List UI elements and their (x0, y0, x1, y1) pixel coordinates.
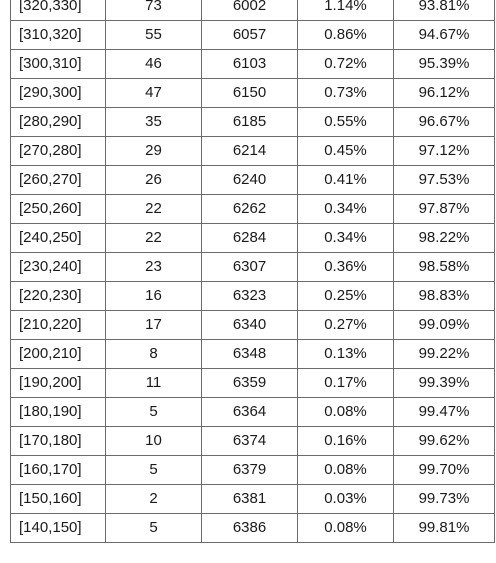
cumulative-count-cell: 6364 (202, 398, 298, 427)
score-range-cell: [320,330] (11, 0, 106, 21)
score-range-cell: [140,150] (11, 514, 106, 543)
table-row (11, 50, 495, 79)
percent-cell: 0.34% (298, 195, 394, 224)
count-cell: 5 (106, 514, 202, 543)
cumulative-percent-cell: 98.22% (394, 224, 495, 253)
score-range-cell: [260,270] (11, 166, 106, 195)
score-range-cell: [290,300] (11, 79, 106, 108)
count-cell: 73 (106, 0, 202, 21)
table-row (11, 253, 495, 282)
table-row (11, 21, 495, 50)
cumulative-count-cell: 6284 (202, 224, 298, 253)
table-row (11, 0, 495, 21)
cumulative-percent-cell: 94.67% (394, 21, 495, 50)
count-cell: 5 (106, 456, 202, 485)
cumulative-percent-cell: 98.83% (394, 282, 495, 311)
cumulative-count-cell: 6185 (202, 108, 298, 137)
cumulative-percent-cell: 95.39% (394, 50, 495, 79)
count-cell: 2 (106, 485, 202, 514)
table-row (11, 108, 495, 137)
score-range-cell: [210,220] (11, 311, 106, 340)
percent-cell: 0.03% (298, 485, 394, 514)
count-cell: 17 (106, 311, 202, 340)
count-cell: 29 (106, 137, 202, 166)
count-cell: 11 (106, 369, 202, 398)
table-row (11, 137, 495, 166)
table-row (11, 224, 495, 253)
score-range-cell: [240,250] (11, 224, 106, 253)
cumulative-count-cell: 6359 (202, 369, 298, 398)
cumulative-count-cell: 6323 (202, 282, 298, 311)
data-table (10, 0, 495, 543)
count-cell: 23 (106, 253, 202, 282)
table-row (11, 514, 495, 543)
percent-cell: 0.72% (298, 50, 394, 79)
count-cell: 22 (106, 195, 202, 224)
cumulative-percent-cell: 99.70% (394, 456, 495, 485)
percent-cell: 0.36% (298, 253, 394, 282)
percent-cell: 0.16% (298, 427, 394, 456)
score-range-cell: [220,230] (11, 282, 106, 311)
cumulative-count-cell: 6340 (202, 311, 298, 340)
count-cell: 26 (106, 166, 202, 195)
cumulative-percent-cell: 99.39% (394, 369, 495, 398)
cumulative-count-cell: 6057 (202, 21, 298, 50)
count-cell: 35 (106, 108, 202, 137)
table-row (11, 427, 495, 456)
cumulative-count-cell: 6002 (202, 0, 298, 21)
score-range-cell: [190,200] (11, 369, 106, 398)
table-body (11, 0, 495, 543)
percent-cell: 1.14% (298, 0, 394, 21)
cumulative-percent-cell: 99.62% (394, 427, 495, 456)
count-cell: 10 (106, 427, 202, 456)
cumulative-count-cell: 6307 (202, 253, 298, 282)
table-row (11, 195, 495, 224)
percent-cell: 0.13% (298, 340, 394, 369)
count-cell: 8 (106, 340, 202, 369)
percent-cell: 0.17% (298, 369, 394, 398)
count-cell: 22 (106, 224, 202, 253)
count-cell: 47 (106, 79, 202, 108)
table-row (11, 369, 495, 398)
count-cell: 16 (106, 282, 202, 311)
percent-cell: 0.25% (298, 282, 394, 311)
percent-cell: 0.41% (298, 166, 394, 195)
score-range-cell: [280,290] (11, 108, 106, 137)
percent-cell: 0.73% (298, 79, 394, 108)
cumulative-count-cell: 6379 (202, 456, 298, 485)
score-range-cell: [150,160] (11, 485, 106, 514)
cumulative-count-cell: 6348 (202, 340, 298, 369)
score-range-cell: [300,310] (11, 50, 106, 79)
table-row (11, 79, 495, 108)
score-range-cell: [310,320] (11, 21, 106, 50)
cumulative-count-cell: 6262 (202, 195, 298, 224)
table-row (11, 456, 495, 485)
cumulative-percent-cell: 99.22% (394, 340, 495, 369)
score-range-cell: [250,260] (11, 195, 106, 224)
score-range-cell: [180,190] (11, 398, 106, 427)
count-cell: 55 (106, 21, 202, 50)
cumulative-count-cell: 6386 (202, 514, 298, 543)
cumulative-percent-cell: 99.81% (394, 514, 495, 543)
percent-cell: 0.86% (298, 21, 394, 50)
table-row (11, 340, 495, 369)
cumulative-percent-cell: 97.53% (394, 166, 495, 195)
percent-cell: 0.55% (298, 108, 394, 137)
score-range-cell: [160,170] (11, 456, 106, 485)
percent-cell: 0.45% (298, 137, 394, 166)
percent-cell: 0.08% (298, 514, 394, 543)
cumulative-count-cell: 6103 (202, 50, 298, 79)
percent-cell: 0.27% (298, 311, 394, 340)
cumulative-percent-cell: 99.09% (394, 311, 495, 340)
score-range-cell: [170,180] (11, 427, 106, 456)
cumulative-percent-cell: 96.12% (394, 79, 495, 108)
cumulative-percent-cell: 97.12% (394, 137, 495, 166)
count-cell: 5 (106, 398, 202, 427)
count-cell: 46 (106, 50, 202, 79)
percent-cell: 0.08% (298, 398, 394, 427)
cumulative-percent-cell: 99.73% (394, 485, 495, 514)
score-range-cell: [270,280] (11, 137, 106, 166)
table-row (11, 485, 495, 514)
score-range-cell: [230,240] (11, 253, 106, 282)
cumulative-percent-cell: 99.47% (394, 398, 495, 427)
table-row (11, 282, 495, 311)
cumulative-count-cell: 6150 (202, 79, 298, 108)
cumulative-percent-cell: 93.81% (394, 0, 495, 21)
score-range-cell: [200,210] (11, 340, 106, 369)
cumulative-count-cell: 6214 (202, 137, 298, 166)
percent-cell: 0.08% (298, 456, 394, 485)
cumulative-count-cell: 6374 (202, 427, 298, 456)
cumulative-percent-cell: 97.87% (394, 195, 495, 224)
cumulative-percent-cell: 96.67% (394, 108, 495, 137)
cumulative-count-cell: 6381 (202, 485, 298, 514)
percent-cell: 0.34% (298, 224, 394, 253)
table-row (11, 166, 495, 195)
table-row (11, 398, 495, 427)
cumulative-count-cell: 6240 (202, 166, 298, 195)
table-row (11, 311, 495, 340)
cumulative-percent-cell: 98.58% (394, 253, 495, 282)
